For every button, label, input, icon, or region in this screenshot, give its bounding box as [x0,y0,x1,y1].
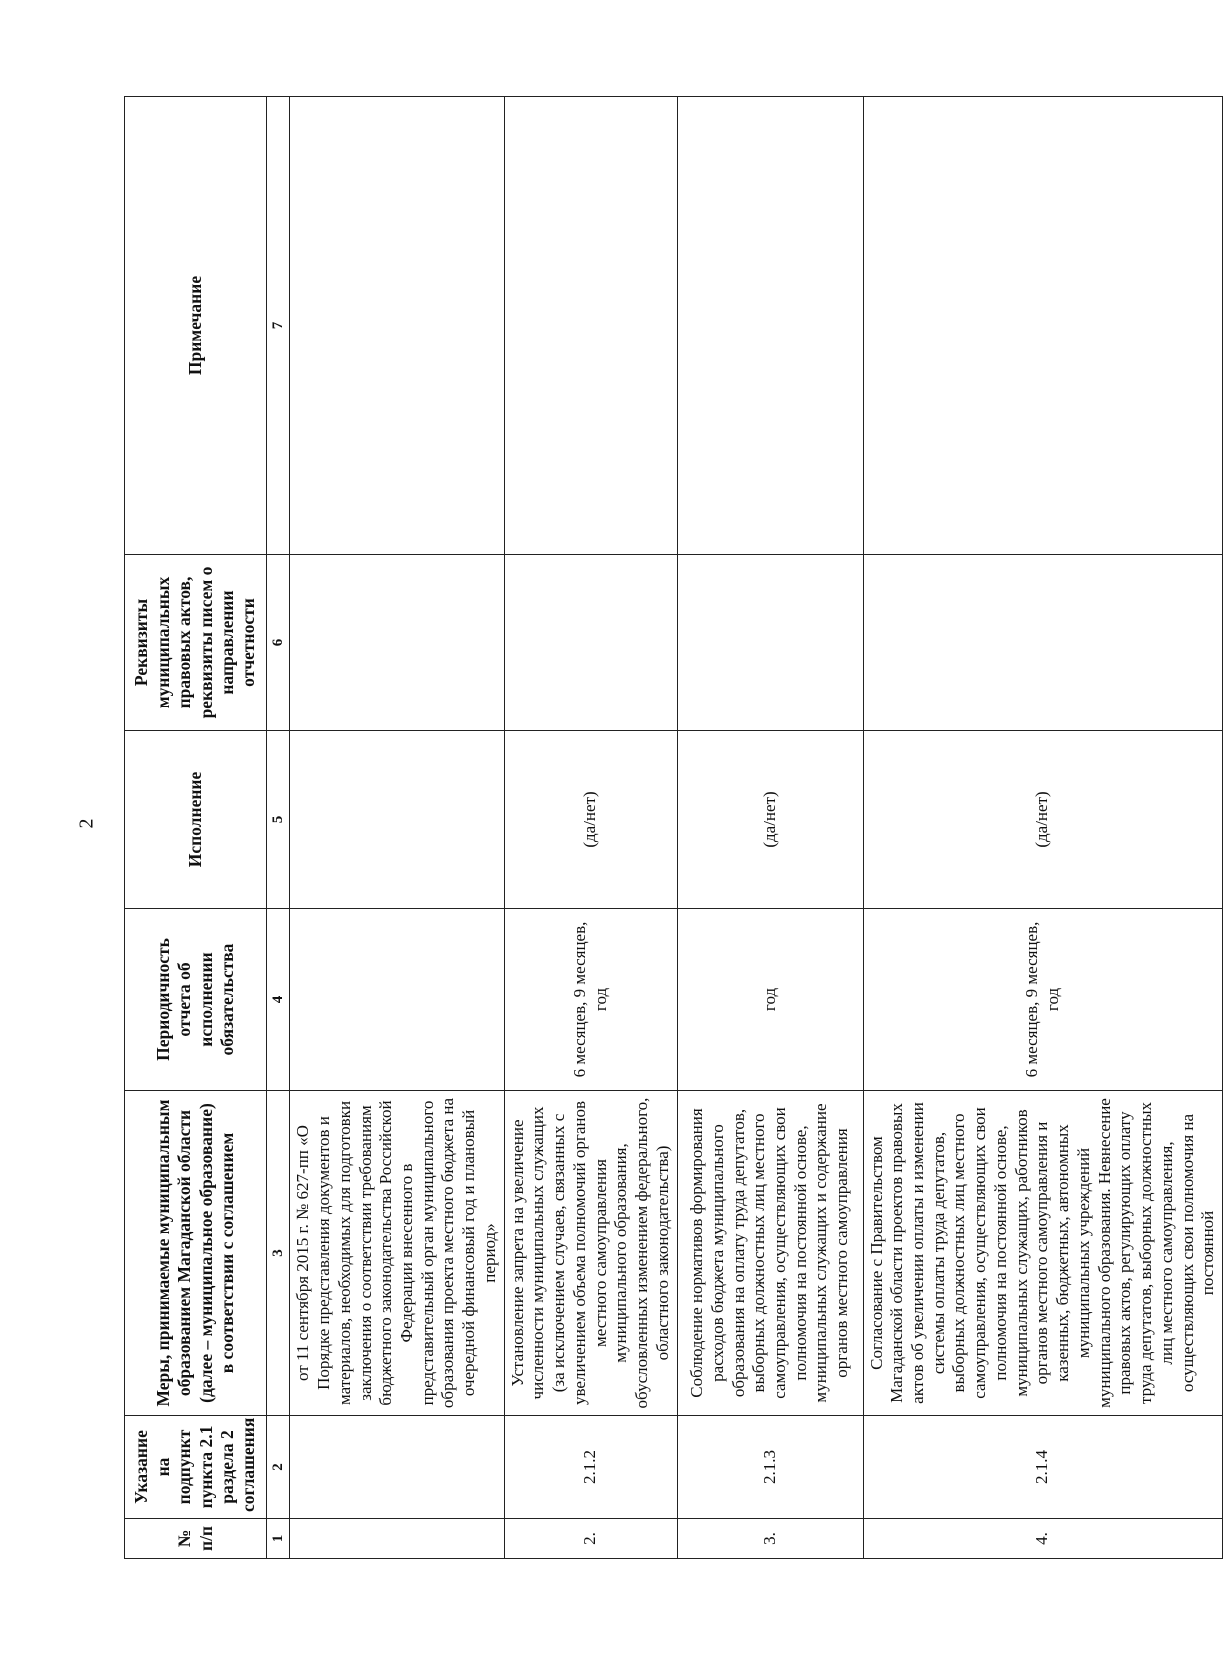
row-num [290,1519,504,1559]
header-execution: Исполнение [125,731,267,909]
column-number: 4 [267,909,290,1091]
row-execution: (да/нет) [863,731,1222,909]
column-number: 7 [267,97,290,555]
row-num: 2. [504,1519,677,1559]
row-periodicity: год [677,909,863,1091]
row-measure: Установление запрета на увеличение численности муниципальных служащих (за исключением случаев, связанных с увеличением объема полномочий органов местного самоуправления муниципального образования, обусловленных изменением федерального, областного законодательства) [504,1091,677,1416]
row-note [863,97,1222,555]
row-note [290,97,504,555]
rotated-table-container [124,97,1218,1559]
column-number: 2 [267,1416,290,1519]
table-row [290,97,504,1559]
header-measures: Меры, принимаемые муниципальным образованием Магаданской области (далее – муниципальное образование) в соответствии с соглашением [125,1091,267,1416]
header-num: № п/п [125,1519,267,1559]
row-subpoint: 2.1.4 [863,1416,1222,1519]
row-num: 4. [863,1519,1222,1559]
row-execution: (да/нет) [504,731,677,909]
row-num: 3. [677,1519,863,1559]
row-requisites [863,555,1222,731]
row-execution: (да/нет) [677,731,863,909]
header-subpoint: Указание на подпункт пункта 2.1 раздела 2 соглашения [125,1416,267,1519]
column-number: 1 [267,1519,290,1559]
row-periodicity [290,909,504,1091]
row-note [677,97,863,555]
column-number: 5 [267,731,290,909]
row-periodicity: 6 месяцев, 9 месяцев, год [863,909,1222,1091]
header-requisites: Реквизиты муниципальных правовых актов, реквизиты писем о направлении отчетности [125,555,267,731]
row-measure: Соблюдение нормативов формирования расходов бюджета муниципального образования на оплату труда депутатов, выборных должностных лиц местного самоуправления, осуществляющих свои полномочия на постоянной основе, муниципальных служащих и содержание органов местного самоуправления [677,1091,863,1416]
table-header-row [125,97,267,1559]
row-subpoint: 2.1.3 [677,1416,863,1519]
row-note [504,97,677,555]
table-row [677,97,863,1559]
row-requisites [677,555,863,731]
row-requisites [504,555,677,731]
column-number: 3 [267,1091,290,1416]
row-measure: Согласование с Правительством Магаданской области проектов правовых актов об увеличении оплаты и изменении системы оплаты труда депутатов, выборных должностных лиц местного самоуправления, осуществляющих свои полномочия на постоянной основе, муниципальных служащих, работников органов местного самоуправления и казенных, бюджетных, автономных муниципальных учреждений муниципального образования. Невнесение правовых актов, регулирующих оплату труда депутатов, выборных должностных лиц местного самоуправления, осуществляющих свои полномочия на постоянной [863,1091,1222,1416]
column-number: 6 [267,555,290,731]
row-execution [290,731,504,909]
table-row [504,97,677,1559]
header-note: Примечание [125,97,267,555]
row-periodicity: 6 месяцев, 9 месяцев, год [504,909,677,1091]
row-measure: от 11 сентября 2015 г. № 627-пп «О Порядке представления документов и материалов, необходимых для подготовки заключения о соответствии требованиям бюджетного законодательства Российской Федерации внесенного в представительный орган муниципального образования проекта местного бюджета на очередной финансовый год и плановый период» [290,1091,504,1416]
header-periodicity: Периодичность отчета об исполнении обязательства [125,909,267,1091]
row-subpoint: 2.1.2 [504,1416,677,1519]
page-number: 2 [75,818,98,829]
table-row [863,97,1222,1559]
obligations-table [124,96,1223,1559]
row-requisites [290,555,504,731]
column-number-row [267,97,290,1559]
row-subpoint [290,1416,504,1519]
